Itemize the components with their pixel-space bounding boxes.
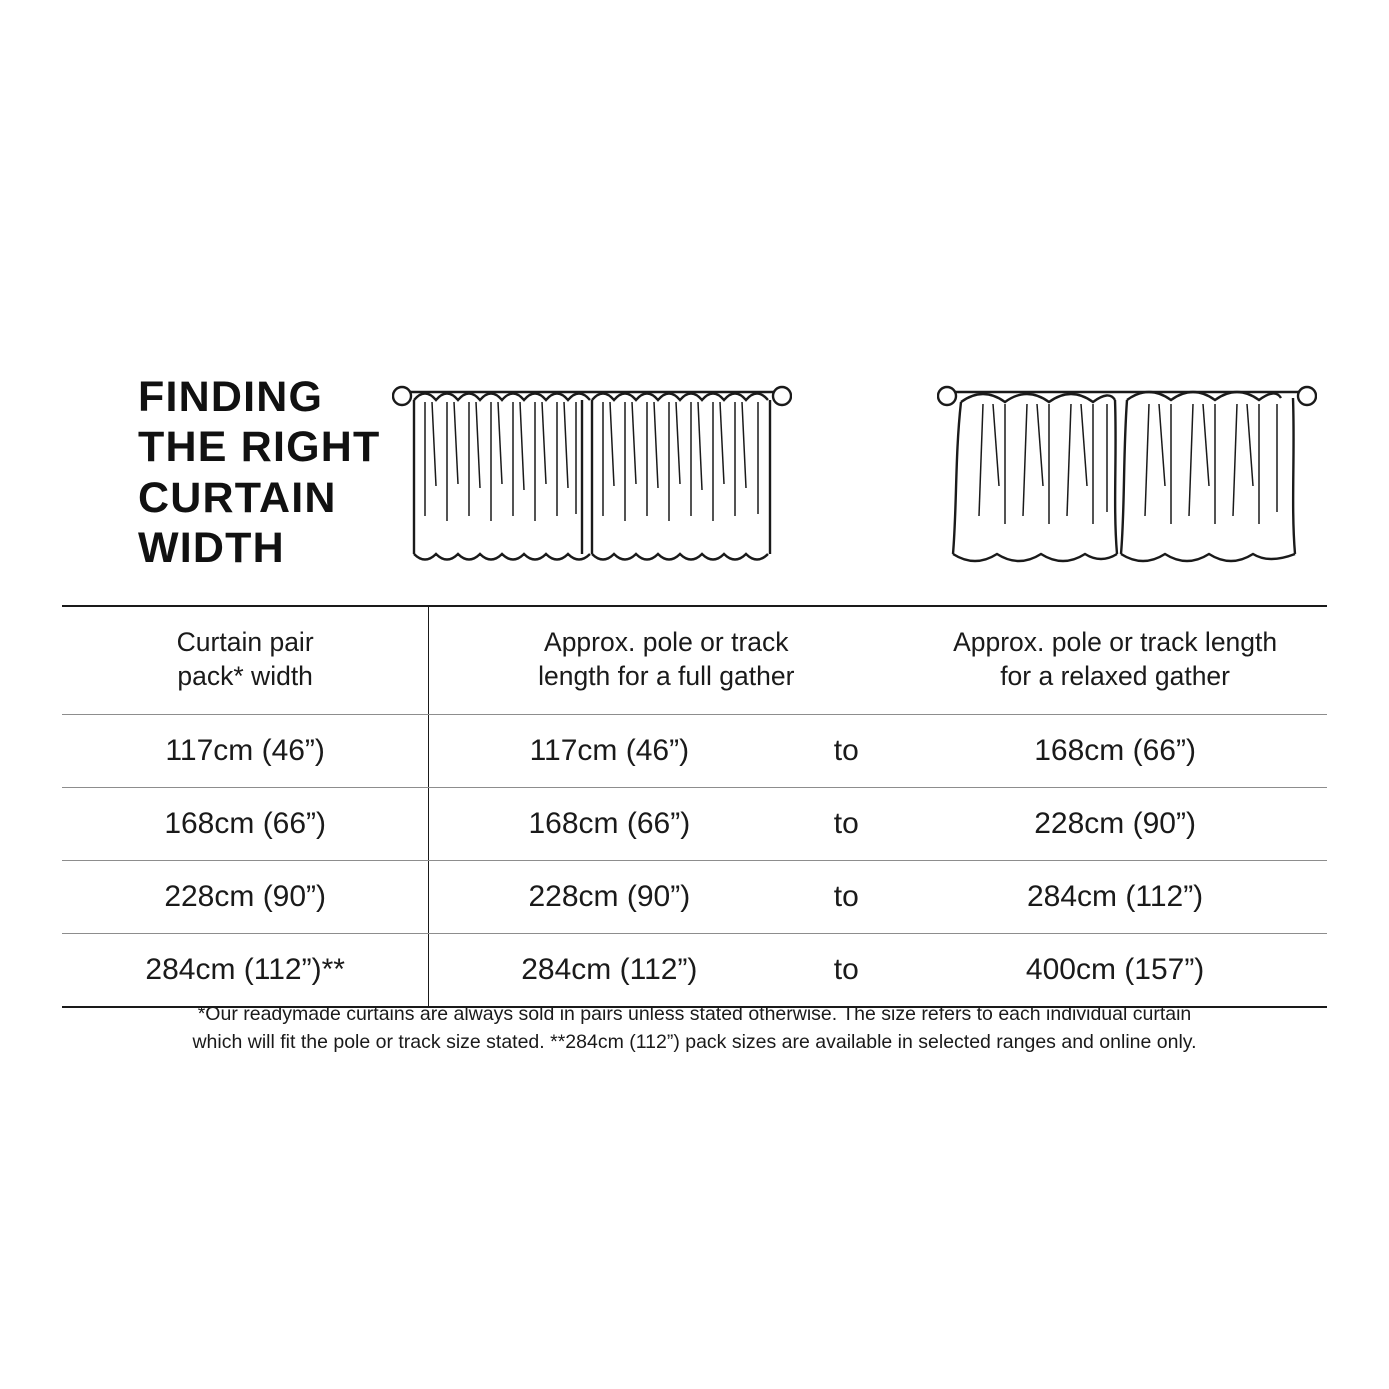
cell-relaxed-gather: 400cm (157”) — [903, 933, 1327, 1007]
curtain-width-table — [62, 605, 1327, 1008]
page-title-line-3: CURTAIN — [138, 473, 337, 522]
footnote — [62, 1000, 1327, 1057]
cell-relaxed-gather: 284cm (112”) — [903, 860, 1327, 933]
cell-relaxed-gather: 228cm (90”) — [903, 787, 1327, 860]
cell-full-gather: 284cm (112”) — [429, 933, 790, 1007]
page-title-line-4: WIDTH — [138, 523, 285, 572]
page-title — [62, 360, 392, 573]
cell-full-gather: 117cm (46”) — [429, 714, 790, 787]
page-title-line-2: THE RIGHT — [138, 423, 381, 472]
cell-relaxed-gather: 168cm (66”) — [903, 714, 1327, 787]
header-cell-relaxed-gather — [903, 606, 1327, 714]
cell-pack-width: 284cm (112”)** — [62, 933, 429, 1007]
footnote-line-2: which will fit the pole or track size stated. **284cm (112”) pack sizes are available in selected ranges and online only. — [192, 1031, 1197, 1054]
header-section — [62, 360, 1327, 600]
cell-pack-width: 117cm (46”) — [62, 714, 429, 787]
cell-full-gather: 228cm (90”) — [429, 860, 790, 933]
header-relaxed-gather-line-2: for a relaxed gather — [1000, 661, 1230, 692]
table-row — [62, 787, 1327, 860]
header-full-gather-line-2: length for a full gather — [538, 661, 795, 692]
header-pack-width-line-2: pack* width — [177, 661, 313, 692]
header-relaxed-gather-line-1: Approx. pole or track length — [953, 627, 1278, 657]
relaxed-gather-curtain-illustration — [937, 366, 1317, 581]
cell-connector: to — [789, 787, 903, 860]
header-pack-width-line-1: Curtain pair — [176, 627, 314, 657]
table-row — [62, 714, 1327, 787]
page-title-line-1: FINDING — [138, 373, 324, 421]
header-full-gather-line-1: Approx. pole or track — [544, 627, 789, 657]
cell-full-gather: 168cm (66”) — [429, 787, 790, 860]
table-row — [62, 933, 1327, 1007]
cell-connector: to — [789, 860, 903, 933]
table-header-row — [62, 606, 1327, 714]
header-cell-pack-width — [62, 606, 429, 714]
table-row — [62, 860, 1327, 933]
cell-connector: to — [789, 933, 903, 1007]
full-gather-curtain-illustration — [392, 366, 792, 581]
cell-pack-width: 228cm (90”) — [62, 860, 429, 933]
footnote-line-1: *Our readymade curtains are always sold in pairs unless stated otherwise. The size refers to each individual curtain — [197, 1003, 1192, 1025]
cell-connector: to — [789, 714, 903, 787]
illustration-group — [392, 360, 1327, 581]
header-cell-full-gather — [429, 606, 903, 714]
cell-pack-width: 168cm (66”) — [62, 787, 429, 860]
